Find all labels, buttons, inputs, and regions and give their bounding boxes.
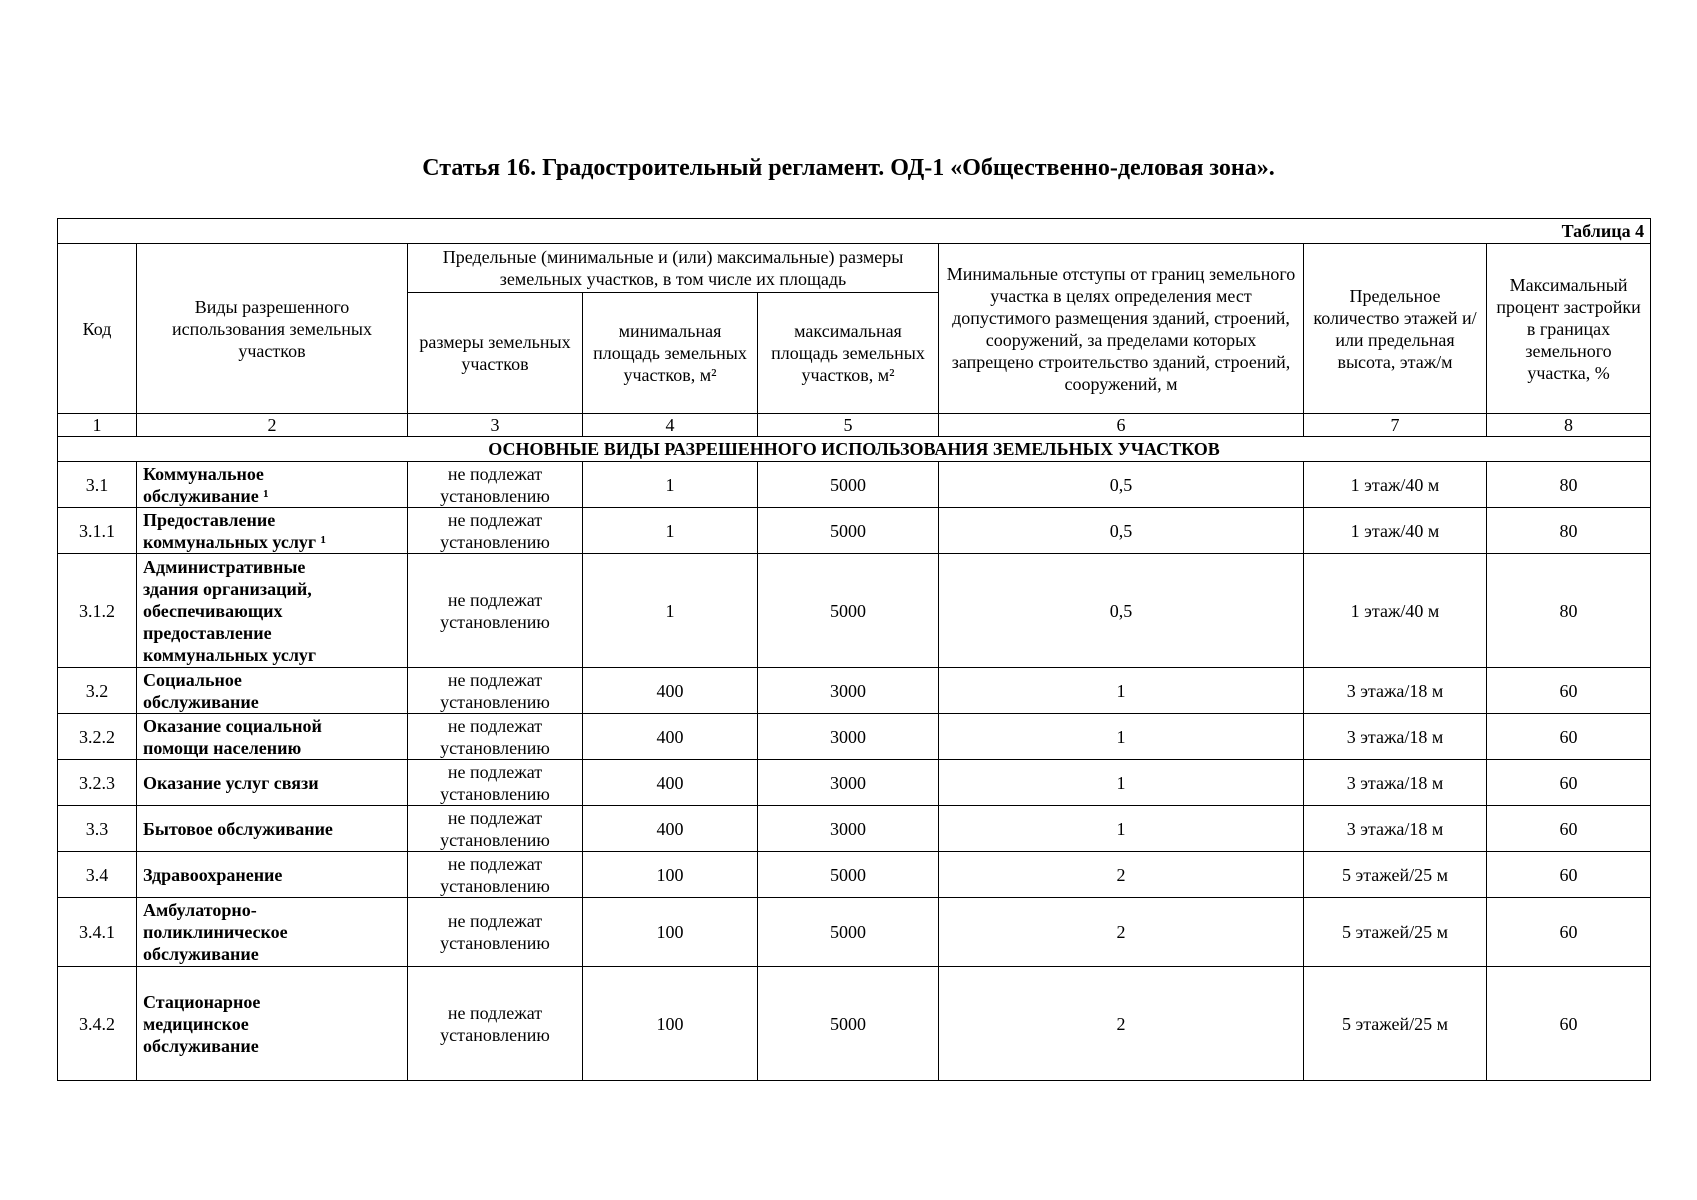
- row-code: 3.1.2: [58, 554, 137, 668]
- header-max-area: максимальная площадь земельных участков, м²: [758, 293, 939, 414]
- row-max-area: 3000: [758, 668, 939, 714]
- row-min-area: 1: [583, 554, 758, 668]
- row-floors: 3 этажа/18 м: [1304, 668, 1487, 714]
- row-coverage: 60: [1487, 898, 1651, 967]
- row-floors: 3 этажа/18 м: [1304, 760, 1487, 806]
- table-row: [58, 852, 1651, 898]
- table-row: [58, 806, 1651, 852]
- row-sizes: не подлежат установлению: [408, 760, 583, 806]
- row-coverage: 80: [1487, 554, 1651, 668]
- row-floors: 5 этажей/25 м: [1304, 898, 1487, 967]
- table-row: [58, 760, 1651, 806]
- row-setback: 0,5: [939, 554, 1304, 668]
- row-name: Оказание социальной помощи населению: [137, 714, 408, 760]
- row-name: Здравоохранение: [137, 852, 408, 898]
- row-code: 3.2: [58, 668, 137, 714]
- table-label: Таблица 4: [58, 219, 1651, 244]
- row-min-area: 400: [583, 668, 758, 714]
- row-name: Коммунальное обслуживание ¹: [137, 462, 408, 508]
- row-code: 3.4: [58, 852, 137, 898]
- row-sizes: не подлежат установлению: [408, 806, 583, 852]
- header-use-type: Виды разрешенного использования земельных участков: [137, 244, 408, 414]
- row-name: Амбулаторно- поликлиническое обслуживание: [137, 898, 408, 967]
- row-setback: 2: [939, 967, 1304, 1081]
- row-floors: 1 этаж/40 м: [1304, 462, 1487, 508]
- header-floors: Предельное количество этажей и/или предельная высота, этаж/м: [1304, 244, 1487, 414]
- row-max-area: 5000: [758, 967, 939, 1081]
- table-row: [58, 714, 1651, 760]
- header-coverage: Максимальный процент застройки в границах земельного участка, %: [1487, 244, 1651, 414]
- row-coverage: 80: [1487, 462, 1651, 508]
- header-sizes-group: Предельные (минимальные и (или) максимальные) размеры земельных участков, в том числе их площадь: [408, 244, 939, 293]
- row-max-area: 3000: [758, 714, 939, 760]
- row-setback: 1: [939, 668, 1304, 714]
- table-row: [58, 668, 1651, 714]
- row-min-area: 100: [583, 967, 758, 1081]
- col-number: 6: [939, 414, 1304, 437]
- row-sizes: не подлежат установлению: [408, 852, 583, 898]
- table-row: [58, 462, 1651, 508]
- row-coverage: 60: [1487, 668, 1651, 714]
- row-sizes: не подлежат установлению: [408, 714, 583, 760]
- table-row: [58, 508, 1651, 554]
- row-setback: 0,5: [939, 462, 1304, 508]
- row-floors: 3 этажа/18 м: [1304, 806, 1487, 852]
- row-coverage: 60: [1487, 714, 1651, 760]
- row-max-area: 3000: [758, 760, 939, 806]
- row-min-area: 100: [583, 898, 758, 967]
- row-sizes: не подлежат установлению: [408, 967, 583, 1081]
- table-row: [58, 554, 1651, 668]
- row-min-area: 400: [583, 760, 758, 806]
- row-min-area: 100: [583, 852, 758, 898]
- row-name: Стационарное медицинское обслуживание: [137, 967, 408, 1081]
- column-numbers-row: [58, 414, 1651, 437]
- page-title: Статья 16. Градостроительный регламент. ОД-1 «Общественно-деловая зона».: [422, 155, 1275, 181]
- col-number: 5: [758, 414, 939, 437]
- row-floors: 1 этаж/40 м: [1304, 554, 1487, 668]
- row-sizes: не подлежат установлению: [408, 462, 583, 508]
- row-code: 3.3: [58, 806, 137, 852]
- section-title: ОСНОВНЫЕ ВИДЫ РАЗРЕШЕННОГО ИСПОЛЬЗОВАНИЯ ЗЕМЕЛЬНЫХ УЧАСТКОВ: [58, 437, 1651, 462]
- row-name: Предоставление коммунальных услуг ¹: [137, 508, 408, 554]
- row-floors: 1 этаж/40 м: [1304, 508, 1487, 554]
- row-coverage: 60: [1487, 852, 1651, 898]
- row-min-area: 1: [583, 508, 758, 554]
- header-sizes: размеры земельных участков: [408, 293, 583, 414]
- row-min-area: 400: [583, 806, 758, 852]
- col-number: 8: [1487, 414, 1651, 437]
- row-max-area: 3000: [758, 806, 939, 852]
- row-sizes: не подлежат установлению: [408, 554, 583, 668]
- row-sizes: не подлежат установлению: [408, 508, 583, 554]
- row-code: 3.2.2: [58, 714, 137, 760]
- row-code: 3.2.3: [58, 760, 137, 806]
- col-number: 4: [583, 414, 758, 437]
- col-number: 7: [1304, 414, 1487, 437]
- row-code: 3.4.2: [58, 967, 137, 1081]
- row-setback: 1: [939, 806, 1304, 852]
- row-name: Бытовое обслуживание: [137, 806, 408, 852]
- table-row: [58, 898, 1651, 967]
- row-max-area: 5000: [758, 554, 939, 668]
- col-number: 2: [137, 414, 408, 437]
- row-setback: 1: [939, 714, 1304, 760]
- row-name: Оказание услуг связи: [137, 760, 408, 806]
- row-name: Социальное обслуживание: [137, 668, 408, 714]
- row-code: 3.1.1: [58, 508, 137, 554]
- table-row: [58, 967, 1651, 1081]
- header-min-area: минимальная площадь земельных участков, м²: [583, 293, 758, 414]
- row-sizes: не подлежат установлению: [408, 898, 583, 967]
- regulation-table: [57, 218, 1651, 1081]
- row-max-area: 5000: [758, 508, 939, 554]
- col-number: 1: [58, 414, 137, 437]
- row-coverage: 60: [1487, 967, 1651, 1081]
- row-name: Административные здания организаций, обеспечивающих предоставление коммунальных услуг: [137, 554, 408, 668]
- row-setback: 0,5: [939, 508, 1304, 554]
- row-coverage: 80: [1487, 508, 1651, 554]
- row-setback: 2: [939, 852, 1304, 898]
- header-code: Код: [58, 244, 137, 414]
- row-floors: 5 этажей/25 м: [1304, 852, 1487, 898]
- col-number: 3: [408, 414, 583, 437]
- row-min-area: 400: [583, 714, 758, 760]
- row-max-area: 5000: [758, 462, 939, 508]
- row-max-area: 5000: [758, 898, 939, 967]
- row-max-area: 5000: [758, 852, 939, 898]
- row-coverage: 60: [1487, 806, 1651, 852]
- header-setbacks: Минимальные отступы от границ земельного участка в целях определения мест допустимого размещения зданий, строений, сооружений, за пределами которых запрещено строительство зданий, строений, сооружений, м: [939, 244, 1304, 414]
- row-setback: 1: [939, 760, 1304, 806]
- row-floors: 3 этажа/18 м: [1304, 714, 1487, 760]
- row-floors: 5 этажей/25 м: [1304, 967, 1487, 1081]
- row-min-area: 1: [583, 462, 758, 508]
- row-coverage: 60: [1487, 760, 1651, 806]
- row-code: 3.4.1: [58, 898, 137, 967]
- row-code: 3.1: [58, 462, 137, 508]
- row-sizes: не подлежат установлению: [408, 668, 583, 714]
- row-setback: 2: [939, 898, 1304, 967]
